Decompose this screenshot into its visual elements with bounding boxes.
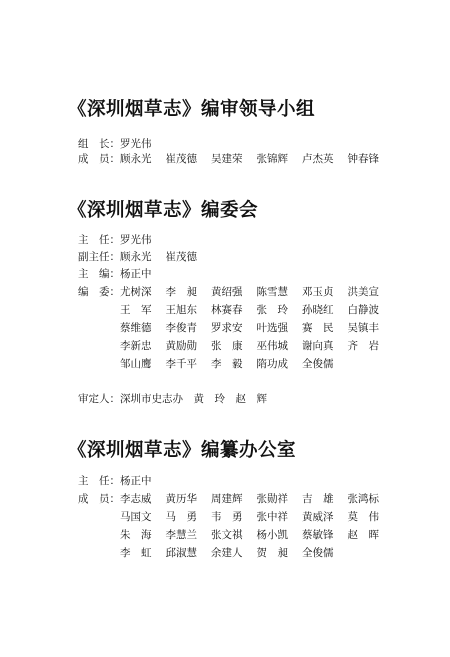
name-item: 林赛春 [211, 304, 243, 316]
name-item: 李千平 [165, 358, 197, 370]
name-item: 黄励勋 [165, 340, 197, 352]
committee-row [120, 285, 379, 299]
name-item: 邓玉贞 [302, 286, 334, 298]
reviewer-label: 审定人： [78, 393, 120, 405]
name-item: 钟春锋 [347, 153, 379, 165]
name-item: 谢向真 [302, 340, 334, 352]
name-item: 黄威泽 [302, 511, 334, 523]
section1-leader: 罗光伟 [120, 138, 152, 150]
section2-editor: 杨正中 [120, 268, 152, 280]
name-item: 邹山鹰 [120, 358, 152, 370]
name-item: 白静波 [347, 304, 379, 316]
name-item: 蔡维德 [120, 322, 152, 334]
name-item: 全俊儒 [302, 358, 334, 370]
name-item: 吴建荣 [211, 153, 243, 165]
name-item: 马国文 [120, 511, 152, 523]
section1-members-label: 成 员： [78, 153, 120, 165]
name-item: 李志威 [120, 493, 152, 505]
section2-vice-row [120, 250, 197, 264]
name-item: 李新忠 [120, 340, 152, 352]
name-item: 巫伟城 [256, 340, 288, 352]
name-item: 余建人 [211, 547, 243, 559]
committee-row [120, 357, 334, 371]
name-item: 张中祥 [256, 511, 288, 523]
name-item: 尤树深 [120, 286, 152, 298]
section3-director-label: 主 任： [78, 475, 120, 487]
section2-committee-label: 编 委： [78, 286, 120, 298]
section2-vice-label: 副主任： [78, 251, 120, 263]
section1-leader-label: 组 长： [78, 138, 120, 150]
reviewer-row [78, 392, 267, 406]
name-item: 杨小凯 [256, 529, 288, 541]
section2-editor-row [78, 267, 152, 281]
name-item: 张 康 [211, 340, 243, 352]
name-item: 吴镇丰 [347, 322, 379, 334]
name-item: 张鸿标 [347, 493, 379, 505]
name-item: 张文祺 [211, 529, 243, 541]
name-item: 邱淑慧 [165, 547, 197, 559]
section2-director-row [78, 233, 152, 247]
name-item: 陈雪慧 [256, 286, 288, 298]
name-item: 周建辉 [211, 493, 243, 505]
office-row [120, 546, 334, 560]
name-item: 隋功成 [256, 358, 288, 370]
name-item: 张勋祥 [256, 493, 288, 505]
name-item: 全俊儒 [302, 547, 334, 559]
section2-editor-label: 主 编： [78, 268, 120, 280]
name-item: 蔡敏锋 [302, 529, 334, 541]
section1-title: 《深圳烟草志》编审领导小组 [68, 99, 316, 120]
name-item: 李俊青 [165, 322, 197, 334]
name-item: 莫 伟 [347, 511, 379, 523]
name-item: 王 军 [120, 304, 152, 316]
name-item: 张锦辉 [256, 153, 288, 165]
name-item: 崔茂德 [165, 153, 197, 165]
reviewer-value: 深圳市史志办 黄 玲 赵 辉 [120, 393, 267, 405]
section3-title: 《深圳烟草志》编纂办公室 [68, 440, 297, 461]
committee-row [120, 303, 379, 317]
name-item: 朱 海 [120, 529, 152, 541]
name-item: 李 毅 [211, 358, 243, 370]
office-row [120, 492, 379, 506]
section3-members-label: 成 员： [78, 493, 120, 505]
name-item: 赵 晖 [347, 529, 379, 541]
section2-title: 《深圳烟草志》编委会 [68, 200, 259, 221]
name-item: 罗求安 [211, 322, 243, 334]
section2-director-label: 主 任： [78, 234, 120, 246]
name-item: 韦 勇 [211, 511, 243, 523]
section1-leader-row [78, 137, 152, 151]
name-item: 贺 昶 [256, 547, 288, 559]
name-item: 叶选强 [256, 322, 288, 334]
name-item: 洪美宣 [347, 286, 379, 298]
committee-row [120, 321, 379, 335]
name-item: 顾永光 [120, 153, 152, 165]
office-row [120, 528, 379, 542]
name-item: 卢杰英 [302, 153, 334, 165]
section1-members-row [120, 152, 379, 166]
name-item: 吉 雄 [302, 493, 334, 505]
name-item: 马 勇 [165, 511, 197, 523]
name-item: 李慧兰 [165, 529, 197, 541]
section3-director-row [78, 474, 152, 488]
name-item: 张 玲 [256, 304, 288, 316]
name-item: 李 虹 [120, 547, 152, 559]
name-item: 李 昶 [165, 286, 197, 298]
name-item: 顾永光 [120, 251, 152, 263]
name-item: 黄绍强 [211, 286, 243, 298]
name-item: 崔茂德 [165, 251, 197, 263]
name-item: 黄历华 [165, 493, 197, 505]
section3-director: 杨正中 [120, 475, 152, 487]
committee-row [120, 339, 379, 353]
section2-director: 罗光伟 [120, 234, 152, 246]
office-row [120, 510, 379, 524]
name-item: 齐 岩 [347, 340, 379, 352]
name-item: 孙晓红 [302, 304, 334, 316]
name-item: 王旭东 [165, 304, 197, 316]
name-item: 赛 民 [302, 322, 334, 334]
